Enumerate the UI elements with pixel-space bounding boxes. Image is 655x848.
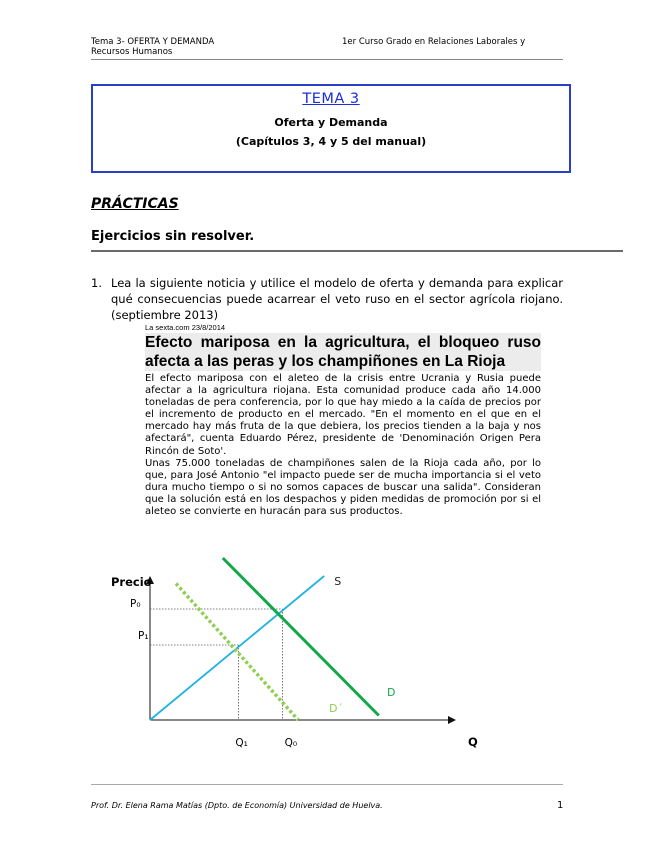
x-axis-arrow	[448, 716, 456, 724]
supply-label: S	[334, 575, 342, 588]
title-box	[91, 84, 571, 173]
header-left	[91, 37, 291, 57]
news-body	[145, 373, 541, 518]
footer-author: Prof. Dr. Elena Rama Matías (Dpto. de Economía) Universidad de Huelva.	[91, 801, 383, 810]
news-paragraph-2: Unas 75.000 toneladas de champiñones salen de la Rioja cada año, por lo que, para José Antonio "el impacto puede ser de mucha importancia si el veto dura mucho tiempo o si no somos capaces de buscar una salida". Consideran que la solución está en los despachos y piden medidas de promoción por si el aleteo se convierte en huracán para sus productos.	[145, 457, 541, 518]
shifted-demand-label: D´	[329, 702, 343, 715]
x-tick-q1: Q₁	[235, 737, 248, 749]
x-tick-q0: Q₀	[284, 737, 298, 749]
section-heading: PRÁCTICAS	[91, 196, 179, 212]
header-divider	[91, 59, 563, 60]
news-paragraph-1: El efecto mariposa con el aleteo de la crisis entre Ucrania y Rusia puede afectar a la agricultura riojana. Esta comunidad produce cada año 14.000 toneladas de pera conferencia, por lo que hay miedo a la caída de precios por el incremento de producto en el mercado. "En el momento en el que en el mercado hay más fruta de la que debiera, los precios tienden a la baja y nos afectará", cuenta Eduardo Pérez, presidente de 'Denominación Origen Pera Rincón de Soto'.	[145, 373, 541, 457]
section-subheading: Ejercicios sin resolver.	[91, 229, 255, 244]
supply-demand-chart	[100, 560, 478, 760]
section-divider	[91, 250, 623, 252]
question-number: 1.	[91, 276, 102, 290]
y-tick-p1: P₁	[138, 630, 149, 642]
series-line-d-shifted	[176, 584, 298, 721]
demand-label: D	[387, 686, 396, 699]
series-line-d	[223, 558, 379, 716]
y-axis-label: Precio	[111, 575, 152, 589]
tema-link[interactable]: TEMA 3	[302, 91, 360, 107]
title-subtitle: Oferta y Demanda	[274, 116, 388, 129]
y-tick-p0: P₀	[130, 598, 141, 610]
x-axis-label: Q	[468, 735, 478, 749]
header-right: 1er Curso Grado en Relaciones Laborales y	[342, 37, 526, 47]
news-source: La sexta.com 23/8/2014	[145, 323, 226, 332]
header-course-title: Tema 3- OFERTA Y DEMANDA	[91, 37, 215, 47]
news-headline: Efecto mariposa en la agricultura, el bloqueo ruso afecta a las peras y los champiñones en La Rioja	[145, 334, 541, 370]
header-course-subtitle: Recursos Humanos	[91, 47, 173, 57]
page-number: 1	[557, 800, 564, 811]
question-text: Lea la siguiente noticia y utilice el modelo de oferta y demanda para explicar qué consecuencias puede acarrear el veto ruso en el sector agrícola riojano.(septiembre 2013)	[111, 276, 563, 322]
series-line-s	[150, 576, 324, 720]
footer-divider	[91, 784, 563, 785]
title-chapters: (Capítulos 3, 4 y 5 del manual)	[235, 135, 427, 148]
